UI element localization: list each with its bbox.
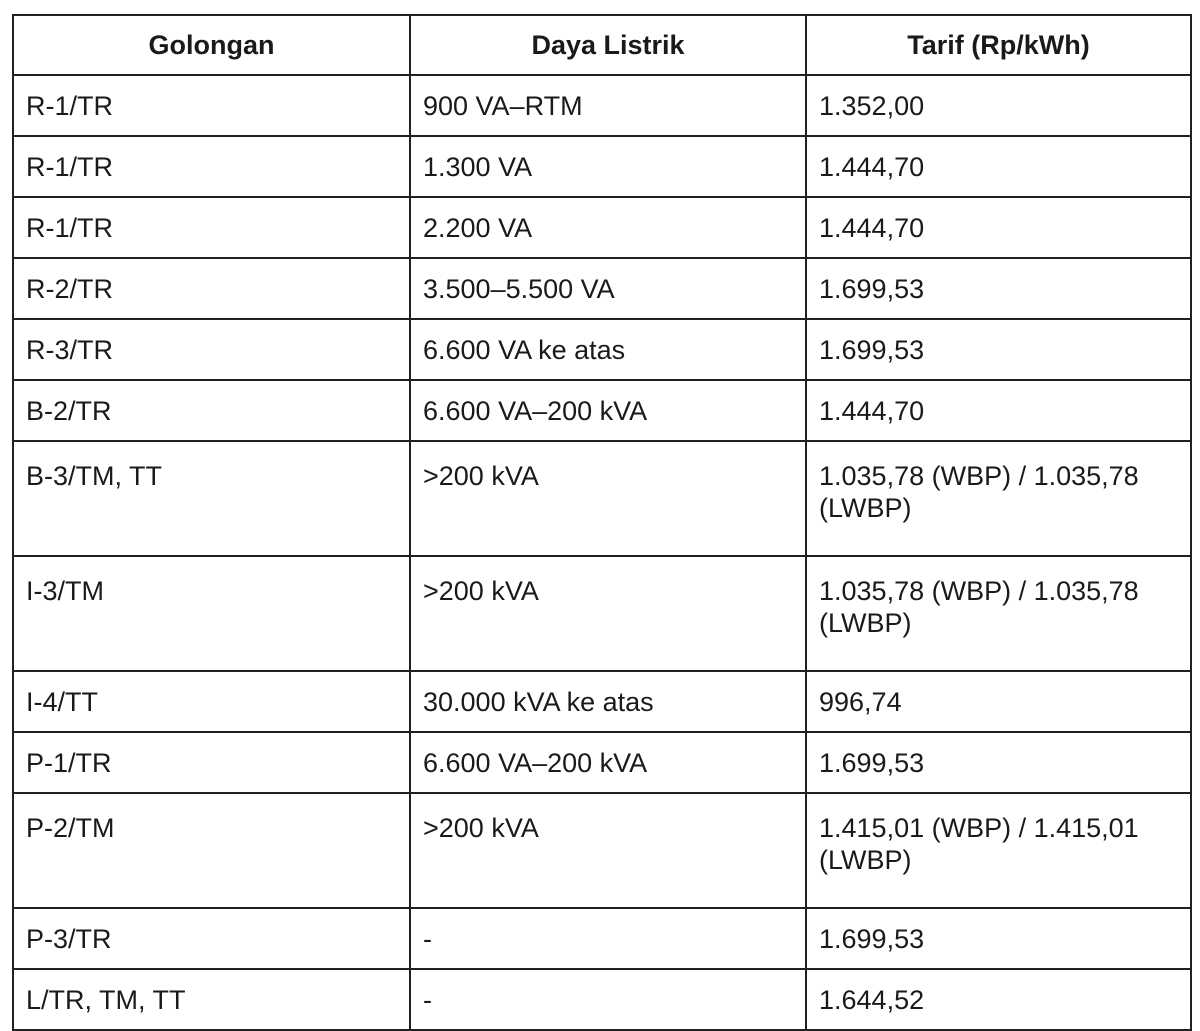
- table-header-row: [13, 15, 1191, 75]
- cell-daya-listrik: 6.600 VA–200 kVA: [410, 380, 806, 441]
- cell-daya-listrik: 1.300 VA: [410, 136, 806, 197]
- table-row: [13, 197, 1191, 258]
- cell-daya-listrik: 6.600 VA–200 kVA: [410, 732, 806, 793]
- cell-daya-listrik: 3.500–5.500 VA: [410, 258, 806, 319]
- cell-daya-listrik: >200 kVA: [410, 441, 806, 556]
- cell-tarif: 996,74: [806, 671, 1191, 732]
- cell-daya-listrik: 900 VA–RTM: [410, 75, 806, 136]
- cell-tarif: 1.444,70: [806, 197, 1191, 258]
- table-row: [13, 75, 1191, 136]
- cell-golongan: B-3/TM, TT: [13, 441, 410, 556]
- table-row: [13, 793, 1191, 908]
- cell-golongan: R-1/TR: [13, 197, 410, 258]
- cell-golongan: P-2/TM: [13, 793, 410, 908]
- cell-daya-listrik: -: [410, 908, 806, 969]
- cell-tarif: 1.035,78 (WBP) / 1.035,78 (LWBP): [806, 556, 1191, 671]
- header-tarif: Tarif (Rp/kWh): [806, 15, 1191, 75]
- cell-daya-listrik: 2.200 VA: [410, 197, 806, 258]
- cell-golongan: R-2/TR: [13, 258, 410, 319]
- table-row: [13, 258, 1191, 319]
- table-row: [13, 908, 1191, 969]
- table-row: [13, 556, 1191, 671]
- cell-tarif: 1.352,00: [806, 75, 1191, 136]
- cell-daya-listrik: 6.600 VA ke atas: [410, 319, 806, 380]
- cell-golongan: R-3/TR: [13, 319, 410, 380]
- cell-tarif: 1.699,53: [806, 732, 1191, 793]
- tariff-table: [12, 14, 1192, 1031]
- table-row: [13, 380, 1191, 441]
- cell-tarif: 1.699,53: [806, 319, 1191, 380]
- cell-golongan: I-4/TT: [13, 671, 410, 732]
- cell-golongan: I-3/TM: [13, 556, 410, 671]
- cell-golongan: R-1/TR: [13, 75, 410, 136]
- header-golongan: Golongan: [13, 15, 410, 75]
- cell-golongan: B-2/TR: [13, 380, 410, 441]
- cell-tarif: 1.444,70: [806, 380, 1191, 441]
- cell-golongan: L/TR, TM, TT: [13, 969, 410, 1030]
- cell-tarif: 1.444,70: [806, 136, 1191, 197]
- table-row: [13, 732, 1191, 793]
- cell-tarif: 1.415,01 (WBP) / 1.415,01 (LWBP): [806, 793, 1191, 908]
- table-row: [13, 319, 1191, 380]
- cell-golongan: R-1/TR: [13, 136, 410, 197]
- table-row: [13, 671, 1191, 732]
- cell-golongan: P-1/TR: [13, 732, 410, 793]
- cell-daya-listrik: >200 kVA: [410, 556, 806, 671]
- header-daya-listrik: Daya Listrik: [410, 15, 806, 75]
- cell-tarif: 1.699,53: [806, 258, 1191, 319]
- cell-tarif: 1.035,78 (WBP) / 1.035,78 (LWBP): [806, 441, 1191, 556]
- cell-tarif: 1.644,52: [806, 969, 1191, 1030]
- cell-tarif: 1.699,53: [806, 908, 1191, 969]
- cell-daya-listrik: >200 kVA: [410, 793, 806, 908]
- table-row: [13, 136, 1191, 197]
- cell-golongan: P-3/TR: [13, 908, 410, 969]
- cell-daya-listrik: 30.000 kVA ke atas: [410, 671, 806, 732]
- table-row: [13, 441, 1191, 556]
- cell-daya-listrik: -: [410, 969, 806, 1030]
